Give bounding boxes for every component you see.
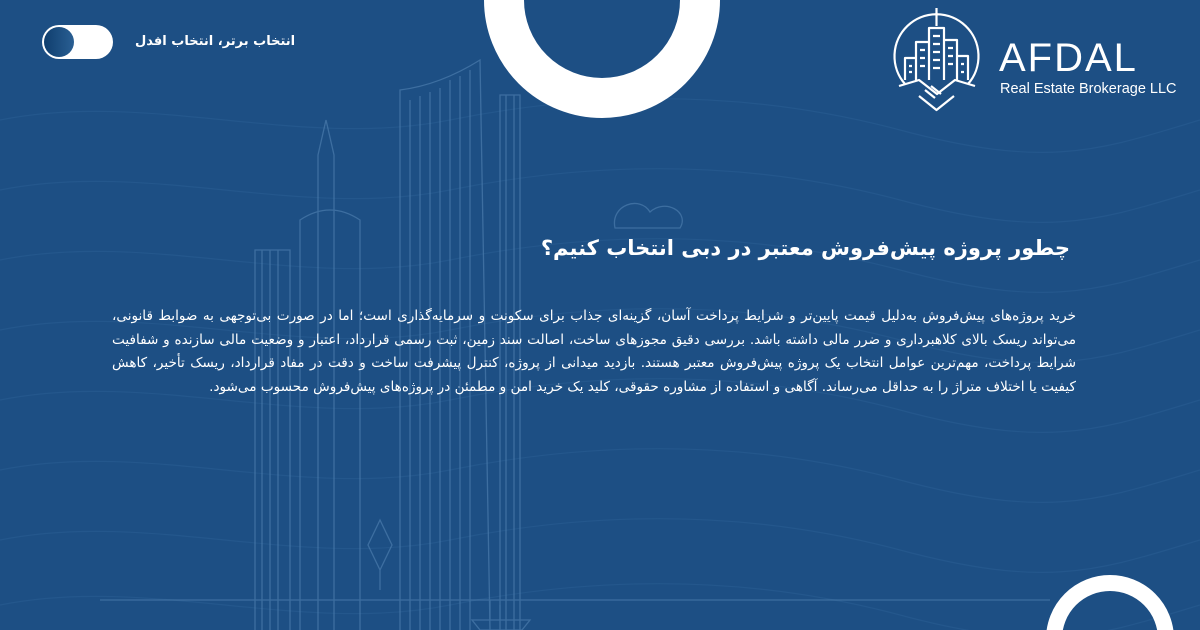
- article-body: خرید پروژه‌های پیش‌فروش به‌دلیل قیمت پایین‌تر و شرایط پرداخت آسان، گزینه‌ای جذاب برای سکونت و سرمایه‌گذاری است؛ اما در صورت بی‌توجهی به ضوابط قانونی، می‌تواند ریسک بالای کلاهبرداری و ضرر مالی داشته باشد. بررسی دقیق مجوزهای ساخت، اصالت سند زمین، ثبت رسمی قرارداد، اعتبار و وضعیت مالی سازنده و شفافیت شرایط پرداخت، مهم‌ترین عوامل انتخاب یک پروژه پیش‌فروش معتبر هستند. بازدید میدانی از پروژه، کنترل پیشرفت ساخت و دقت در مفاد قرارداد، ریسک تأخیر، کاهش کیفیت یا اختلاف متراژ را به حداقل می‌رساند. آگاهی و استفاده از مشاوره حقوقی، کلید یک خرید امن و مطمئن در پروژه‌های پیش‌فروش محسوب می‌شود.: [112, 308, 1076, 395]
- building-handshake-icon: [889, 6, 984, 116]
- brand-name: AFDAL: [999, 36, 1138, 80]
- brand-subtitle: Real Estate Brokerage LLC: [1000, 81, 1177, 97]
- company-logo: [889, 6, 1179, 116]
- article-title: چطور پروژه پیش‌فروش معتبر در دبی انتخاب کنیم؟: [540, 236, 1070, 260]
- toggle-knob: [44, 27, 74, 57]
- tagline: انتخاب برتر، انتخاب افدل: [135, 34, 296, 49]
- toggle-switch[interactable]: [42, 25, 113, 59]
